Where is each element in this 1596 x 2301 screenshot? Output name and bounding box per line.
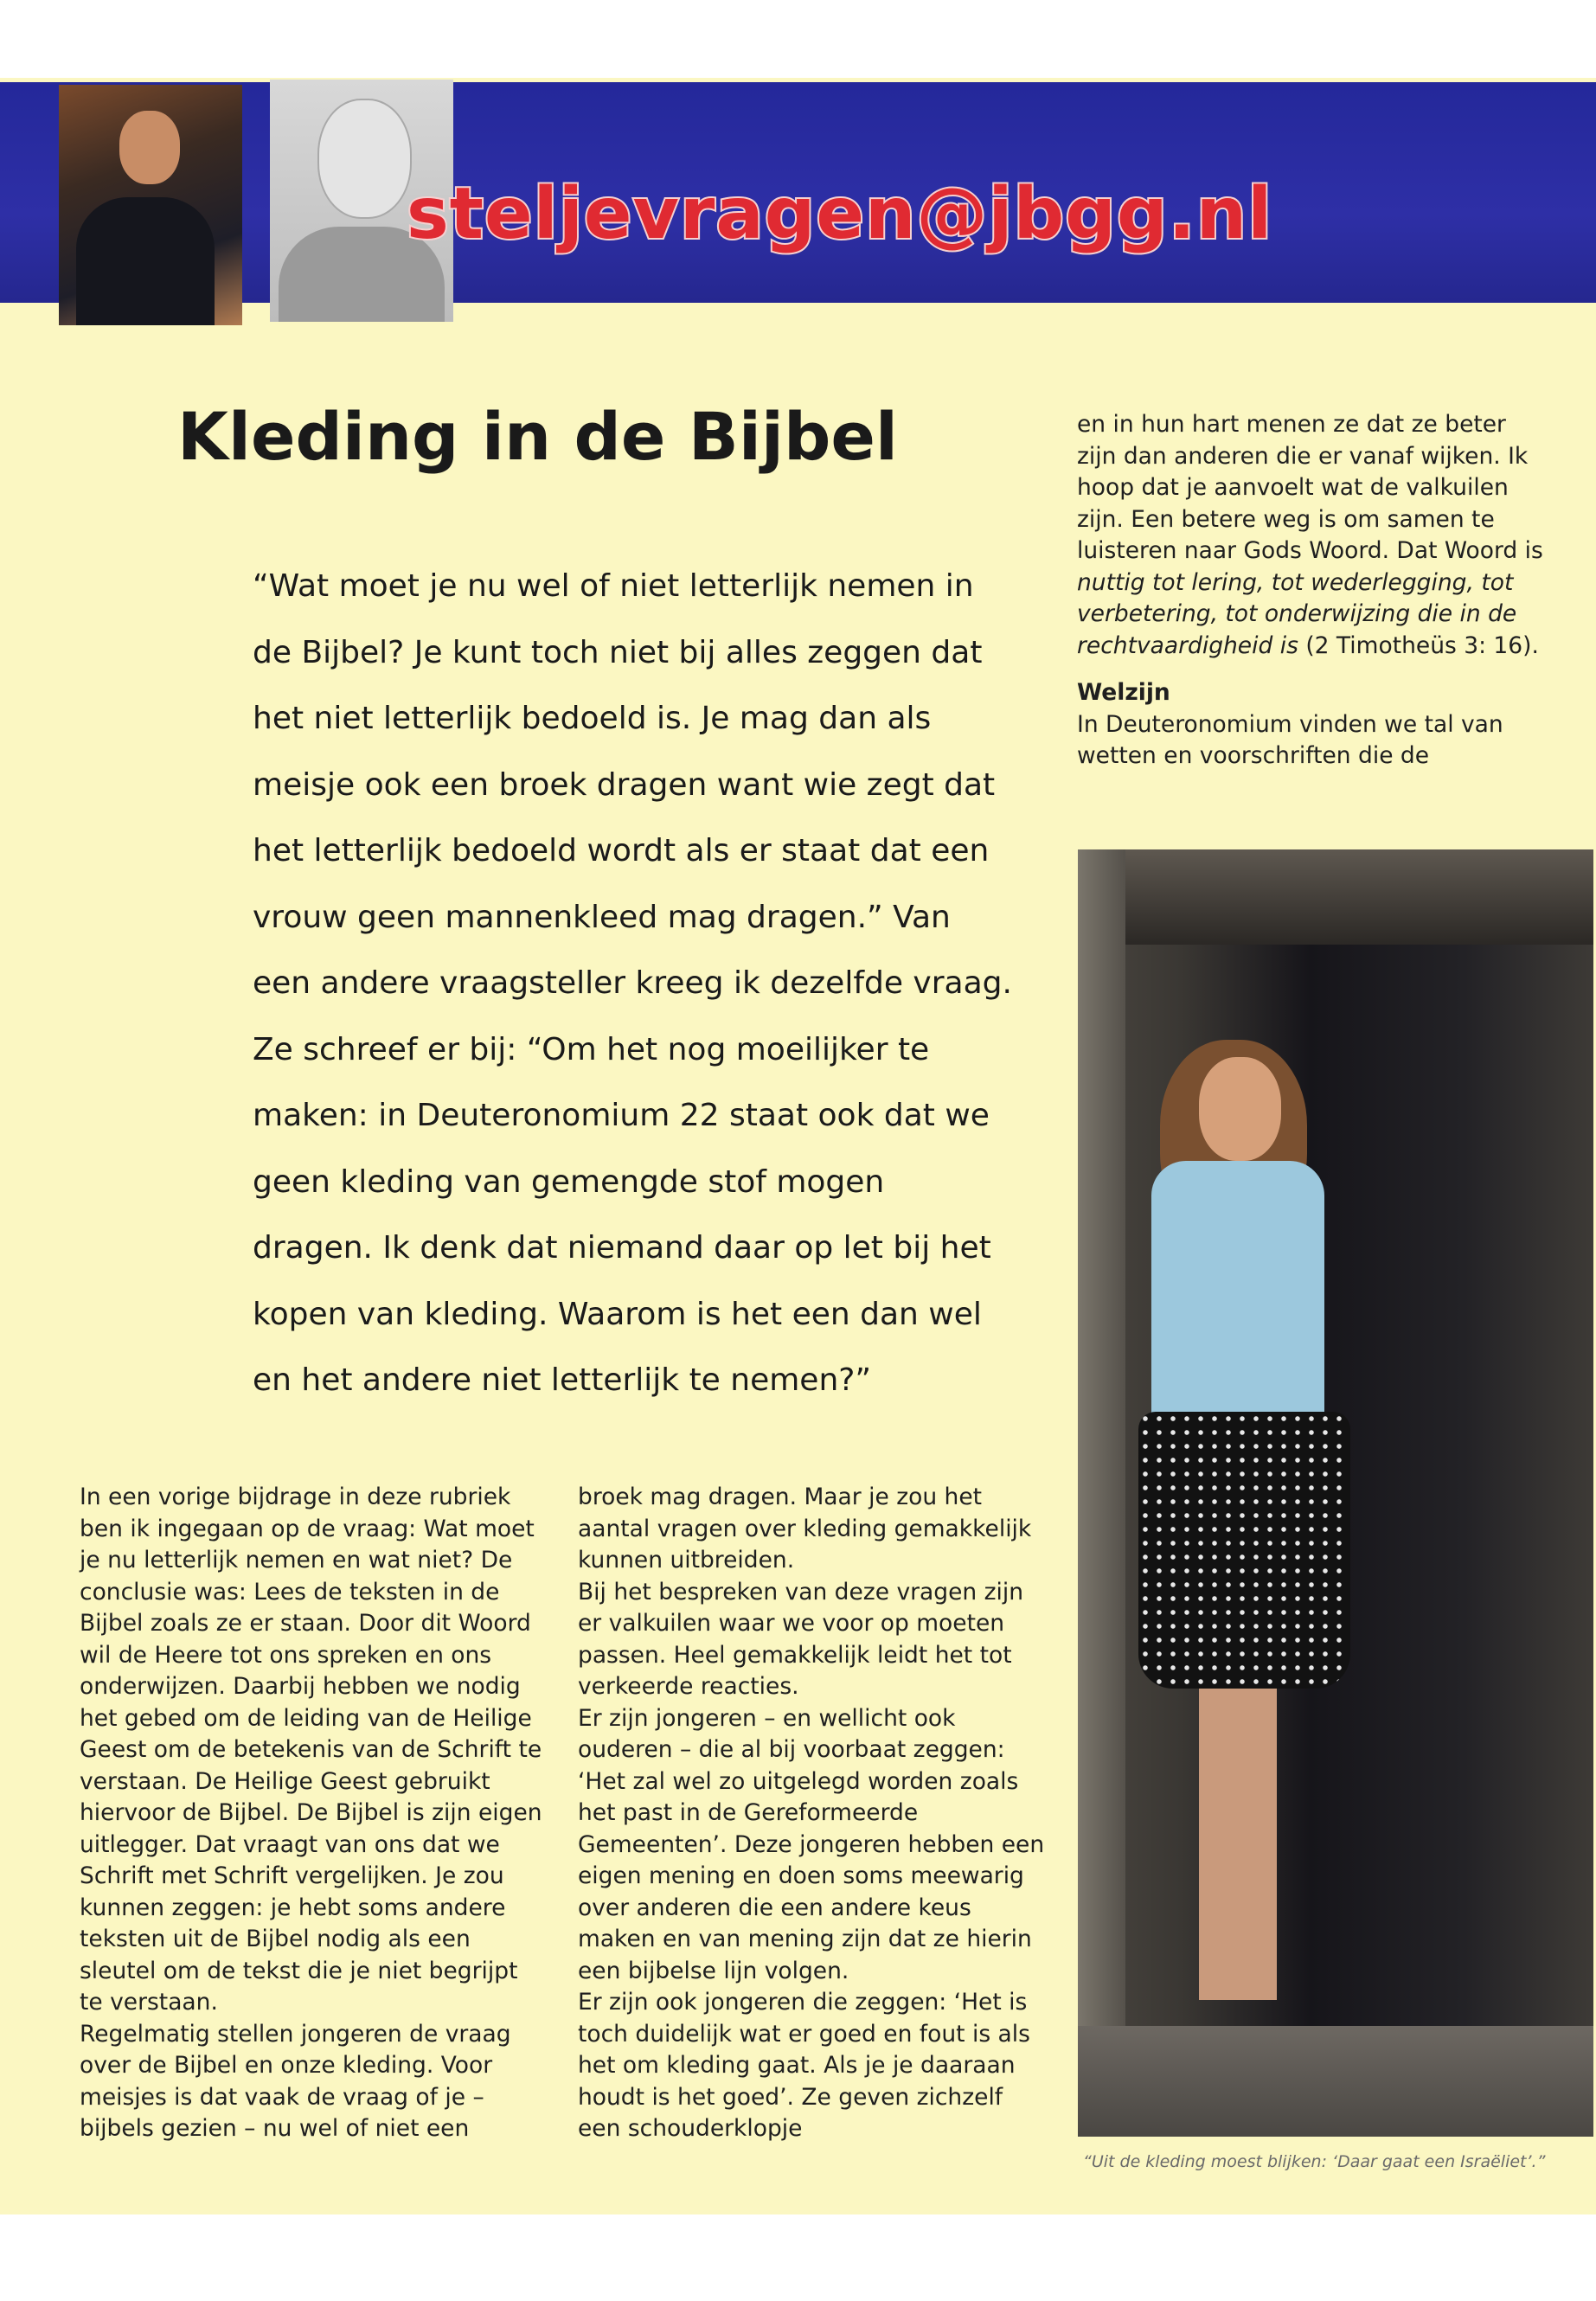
paragraph-text: en in hun hart menen ze dat ze beter zijn dan anderen die er vanaf wijken. Ik hoop dat je aanvoelt wat de valkuilen zijn. Een betere weg is om samen te luisteren naar Gods Woord. Dat Woord is xyxy=(1077,411,1543,564)
paragraph: Er zijn jongeren – en wellicht ook ouderen – die al bij voorbaat zeggen: ‘Het zal wel zo uitgelegd worden zoals het past in de Gereformeerde Gemeenten’. Deze jongeren hebben een eigen mening en doen soms meewarig over anderen die een andere keus maken en van mening zijn dat ze hierin een bijbelse lijn volgen. xyxy=(578,1704,1045,1984)
body-column-3 xyxy=(1077,409,1544,772)
speaker-suit xyxy=(76,197,215,325)
header-email: steljevragen@jbgg.nl xyxy=(407,173,1273,255)
paragraph: In Deuteronomium vinden we tal van wetten en voorschriften die de xyxy=(1077,710,1503,769)
girl-photo xyxy=(1078,849,1593,2137)
speaker-photo xyxy=(59,85,242,325)
paragraph: Regelmatig stellen jongeren de vraag over de Bijbel en onze kleding. Voor meisjes is dat vaak de vraag of je – bijbels gezien – nu wel of niet een xyxy=(80,2020,511,2142)
doorway-pillar xyxy=(1078,849,1125,2137)
paragraph: Er zijn ook jongeren die zeggen: ‘Het is toch duidelijk wat er goed en fout is als het om kleding gaat. Als je je daaraan houdt is het goed’. Ze geven zichzelf een schouderklopje xyxy=(578,1989,1030,2142)
girl-face xyxy=(1199,1057,1281,1161)
bible-quote: nuttig tot lering, tot wederlegging, tot verbetering, tot onderwijzing die in de rechtvaardigheid is xyxy=(1077,568,1517,659)
paragraph: In een vorige bijdrage in deze rubriek ben ik ingegaan op de vraag: Wat moet je nu letterlijk nemen en wat niet? De conclusie was: Lees de teksten in de Bijbel zoals ze er staan. Door dit Woord wil de Heere tot ons spreken en ons onderwijzen. Daarbij hebben we nodig het gebed om de leiding van de Heilige Geest om de betekenis van de Schrift te verstaan. De Heilige Geest gebruikt hiervoor de Bijbel. De Bijbel is zijn eigen uitlegger. Dat vraagt van ons dat we Schrift met Schrift vergelijken. Je zou kunnen zeggen: je hebt soms andere teksten uit de Bijbel nodig als een sleutel om de tekst die je niet begrijpt te verstaan. xyxy=(80,1484,542,2016)
doorway-lintel xyxy=(1078,849,1593,945)
article-intro: “Wat moet je nu wel of niet letterlijk nemen in de Bijbel? Je kunt toch niet bij alles zeggen dat het niet letterlijk bedoeld is. Je mag dan als meisje ook een broek dragen want wie zegt dat het letterlijk bedoeld wordt als er staat dat een vrouw geen mannenkleed mag dragen.” Van een andere vraagsteller kreeg ik dezelfde vraag. Ze schreef er bij: “Om het nog moeilijker te maken: in Deuteronomium 22 staat ook dat we geen kleding van gemengde stof mogen dragen. Ik denk dat niemand daar op let bij het kopen van kleding. Waarom is het een dan wel en het andere niet letterlijk te nemen?” xyxy=(253,568,1012,1398)
body-column-1 xyxy=(80,1482,547,2145)
speaker-head xyxy=(119,111,180,184)
paragraph: broek mag dragen. Maar je zou het aantal vragen over kleding gemakkelijk kunnen uitbreiden. xyxy=(578,1484,1032,1574)
article-title: Kleding in de Bijbel xyxy=(177,398,898,475)
author-head xyxy=(317,99,412,219)
girl-top xyxy=(1151,1161,1324,1429)
girl-legs xyxy=(1199,1680,1277,2000)
photo-caption: “Uit de kleding moest blijken: ‘Daar gaat een Israëliet’.” xyxy=(1083,2152,1546,2171)
paragraph: Bij het bespreken van deze vragen zijn er valkuilen waar we voor op moeten passen. Heel gemakkelijk leidt het tot verkeerde reacties. xyxy=(578,1578,1024,1700)
paragraph xyxy=(1077,409,1544,662)
subheading: Welzijn xyxy=(1077,679,1170,706)
doorstep xyxy=(1078,2026,1593,2137)
girl-skirt xyxy=(1138,1412,1350,1689)
bible-reference: (2 Timotheüs 3: 16). xyxy=(1298,631,1539,659)
body-column-2 xyxy=(578,1482,1045,2145)
